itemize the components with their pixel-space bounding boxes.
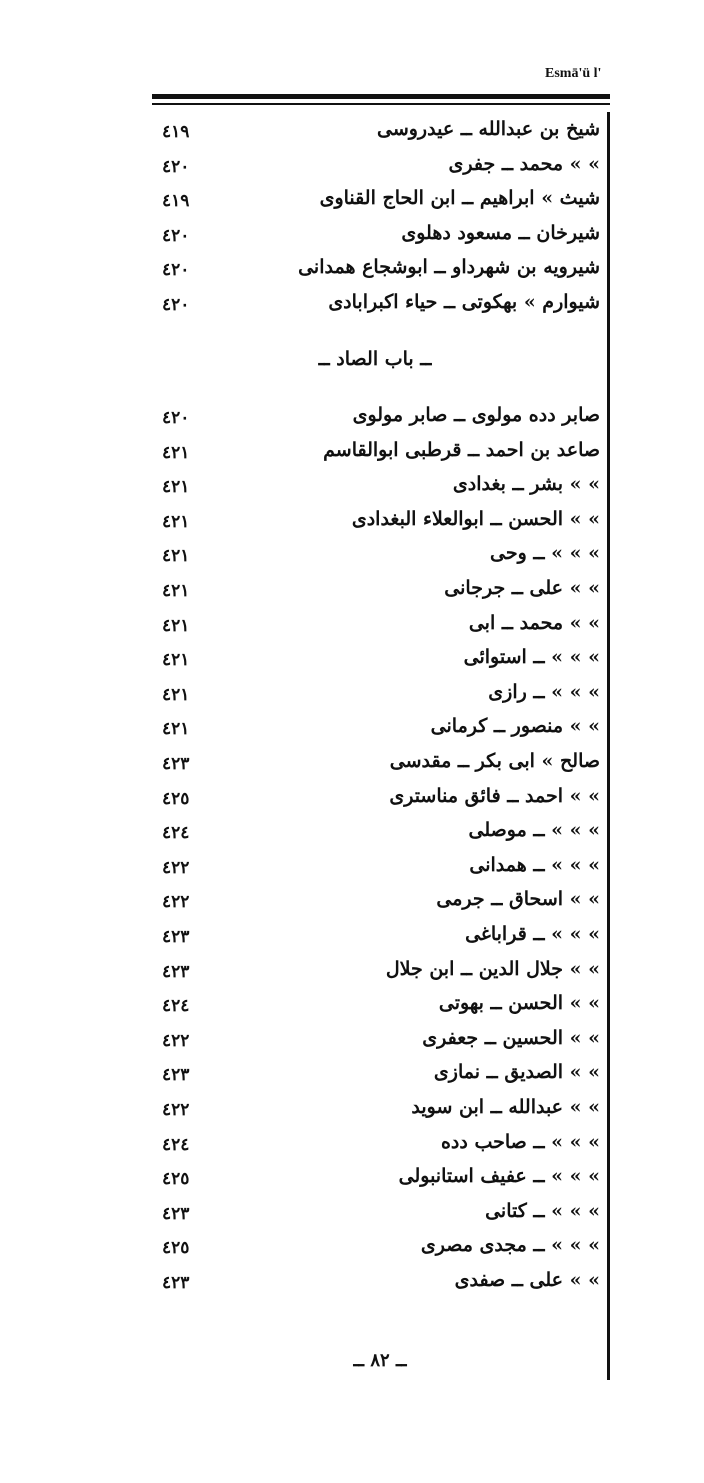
entry-name: » » على ــ صفدى bbox=[454, 1269, 600, 1291]
index-row bbox=[150, 291, 600, 321]
index-row bbox=[150, 958, 600, 988]
entry-name: صالح » ابى بكر ــ مقدسى bbox=[389, 750, 600, 772]
index-row bbox=[150, 1269, 600, 1299]
entry-name: شيرويه بن شهرداو ــ ابوشجاع همدانى bbox=[298, 256, 600, 279]
page-header: Esmā'ü l' bbox=[545, 66, 602, 81]
entry-name: » » جلال الدين ــ ابن جلال bbox=[385, 957, 600, 980]
entry-page-number: ٤٢٤ bbox=[162, 996, 190, 1017]
section-title: ــ باب الصاد ــ bbox=[318, 348, 432, 370]
entry-page-number: ٤٢٣ bbox=[162, 961, 190, 982]
entry-page-number: ٤٢١ bbox=[162, 684, 190, 705]
entry-name: » » بشر ــ بغدادى bbox=[452, 473, 600, 496]
entry-name: » » » ــ رازى bbox=[488, 680, 600, 703]
entry-name: » » اسحاق ــ جرمى bbox=[436, 888, 600, 911]
entry-name: » » » ــ صاحب دده bbox=[440, 1130, 600, 1153]
index-row bbox=[150, 992, 600, 1022]
entry-page-number: ٤٢٥ bbox=[162, 788, 190, 809]
entry-page-number: ٤٢٣ bbox=[162, 1203, 190, 1224]
index-row bbox=[150, 473, 600, 503]
entry-page-number: ٤٢١ bbox=[162, 719, 190, 740]
entry-name: » » » ــ استوائى bbox=[463, 646, 600, 669]
index-row bbox=[150, 854, 600, 884]
entry-name: » » » ــ موصلى bbox=[468, 819, 600, 842]
entry-page-number: ٤٢٠ bbox=[162, 260, 190, 281]
entry-page-number: ٤٢٠ bbox=[162, 156, 190, 177]
index-row bbox=[150, 646, 600, 676]
entry-page-number: ٤٢١ bbox=[162, 442, 190, 463]
entry-page-number: ٤٢٥ bbox=[162, 1169, 190, 1190]
entry-name: صاعد بن احمد ــ قرطبى ابوالقاسم bbox=[323, 438, 600, 461]
entry-page-number: ٤٢١ bbox=[162, 477, 190, 498]
entry-page-number: ٤٢٣ bbox=[162, 1273, 190, 1293]
entry-page-number: ٤٢١ bbox=[162, 546, 190, 567]
entry-page-number: ٤٢٢ bbox=[162, 892, 190, 913]
entry-page-number: ٤٢١ bbox=[162, 581, 190, 601]
entry-page-number: ٤٢٤ bbox=[162, 823, 190, 844]
index-row bbox=[150, 187, 600, 217]
index-row bbox=[150, 923, 600, 953]
index-row bbox=[150, 819, 600, 849]
index-row bbox=[150, 1165, 600, 1195]
entry-page-number: ٤٢٠ bbox=[162, 295, 190, 315]
index-row bbox=[150, 222, 600, 252]
entry-name: » » » ــ قراباغى bbox=[465, 923, 600, 945]
entry-name: » » الحسن ــ ابوالعلاء البغدادى bbox=[351, 507, 600, 530]
entry-name: » » » ــ مجدى مصرى bbox=[420, 1234, 600, 1257]
index-row bbox=[150, 577, 600, 607]
entry-name: » » » ــ عفيف استانبولى bbox=[398, 1165, 600, 1188]
entry-name: » » احمد ــ فائق مناسترى bbox=[389, 784, 600, 807]
entry-name: » » » ــ همدانى bbox=[469, 853, 600, 876]
entry-page-number: ٤١٩ bbox=[162, 191, 190, 212]
entry-page-number: ٤٢٢ bbox=[162, 1030, 190, 1051]
index-row bbox=[150, 612, 600, 642]
entry-page-number: ٤٢٢ bbox=[162, 857, 190, 878]
index-row bbox=[150, 1061, 600, 1091]
index-row bbox=[150, 750, 600, 780]
entry-page-number: ٤٢٠ bbox=[162, 408, 190, 428]
index-row bbox=[150, 439, 600, 469]
entry-name: شيخ بن عبدالله ــ عيدروسى bbox=[377, 118, 600, 140]
header-rule-thin bbox=[152, 103, 610, 105]
entry-name: » » محمد ــ جفرى bbox=[448, 152, 600, 175]
entry-page-number: ٤٢١ bbox=[162, 650, 190, 671]
entry-page-number: ٤٢٤ bbox=[162, 1134, 190, 1155]
entry-name: » » منصور ــ كرمانى bbox=[430, 715, 600, 738]
entry-name: صابر دده مولوى ــ صابر مولوى bbox=[352, 404, 600, 426]
entry-page-number: ٤٢١ bbox=[162, 615, 190, 636]
entry-name: » » » ــ كتانى bbox=[485, 1199, 600, 1222]
entry-name: » » الصديق ــ نمازى bbox=[433, 1061, 600, 1084]
index-row bbox=[150, 404, 600, 434]
index-row bbox=[150, 1234, 600, 1264]
entry-page-number: ٤٢٣ bbox=[162, 927, 190, 947]
entry-name: شيث » ابراهيم ــ ابن الحاج القناوى bbox=[319, 187, 600, 210]
entry-page-number: ٤٢٠ bbox=[162, 225, 190, 246]
entry-page-number: ٤١٩ bbox=[162, 122, 190, 142]
entry-name: » » » ــ وحى bbox=[490, 542, 600, 565]
entry-page-number: ٤٢٥ bbox=[162, 1238, 190, 1259]
index-row bbox=[150, 542, 600, 572]
entry-page-number: ٤٢٢ bbox=[162, 1100, 190, 1120]
entry-name: » » عبدالله ــ ابن سويد bbox=[411, 1096, 600, 1118]
index-row bbox=[150, 681, 600, 711]
entry-page-number: ٤٢٣ bbox=[162, 1065, 190, 1086]
index-row bbox=[150, 508, 600, 538]
entry-name: شيوارم » بهكوتى ــ حياء اكبرابادى bbox=[328, 291, 600, 313]
entry-page-number: ٤٢١ bbox=[162, 511, 190, 532]
entry-name: » » الحسن ــ بهوتى bbox=[438, 992, 600, 1015]
entry-name: » » على ــ جرجانى bbox=[444, 577, 600, 599]
index-row bbox=[150, 1096, 600, 1126]
entry-name: شيرخان ــ مسعود دهلوى bbox=[401, 221, 600, 244]
page-number: ــ ۸۲ ــ bbox=[353, 1350, 407, 1371]
index-row bbox=[150, 888, 600, 918]
index-row bbox=[150, 153, 600, 183]
index-row bbox=[150, 1131, 600, 1161]
entry-page-number: ٤٢٣ bbox=[162, 754, 190, 774]
index-row bbox=[150, 715, 600, 745]
index-row bbox=[150, 1027, 600, 1057]
entry-name: » » محمد ــ ابى bbox=[468, 611, 600, 634]
column-rule bbox=[607, 112, 610, 1380]
index-row bbox=[150, 785, 600, 815]
entry-name: » » الحسين ــ جعفرى bbox=[422, 1026, 600, 1049]
index-row bbox=[150, 256, 600, 286]
index-row bbox=[150, 1200, 600, 1230]
header-rule-thick bbox=[152, 94, 610, 99]
index-row bbox=[150, 118, 600, 148]
